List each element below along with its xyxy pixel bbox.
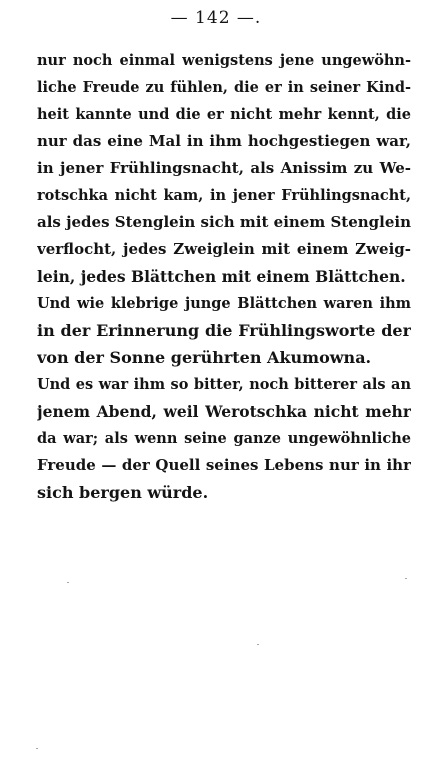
body-text xyxy=(37,47,411,506)
text-line: liche Freude zu fühlen, die er in seiner Kind- xyxy=(37,79,411,96)
page-number-header: — 142 —. xyxy=(170,8,262,28)
paper-speck xyxy=(257,644,259,645)
paragraph xyxy=(37,371,411,506)
text-line: Und es war ihm so bitter, noch bitterer als an xyxy=(37,376,411,393)
text-line: nur noch einmal wenigstens jene ungewöhn- xyxy=(37,52,411,69)
paper-speck xyxy=(67,582,69,583)
text-line: Und wie klebrige junge Blättchen waren ihm xyxy=(37,295,411,312)
paper-speck xyxy=(36,748,38,749)
text-line: von der Sonne gerührten Akumowna. xyxy=(37,348,372,367)
text-line: heit kannte und die er nicht mehr kennt, die xyxy=(37,106,411,123)
text-line: Freude — der Quell seines Lebens nur in ihr xyxy=(37,456,411,474)
text-line: rotschka nicht kam, in jener Frühlingsnacht, xyxy=(37,187,411,204)
text-line: da war; als wenn seine ganze ungewöhnliche xyxy=(37,430,411,447)
text-line: in der Erinnerung die Frühlingsworte der xyxy=(37,321,411,340)
text-line: jenem Abend, weil Werotschka nicht mehr xyxy=(37,402,411,421)
text-line: in jener Frühlingsnacht, als Anissim zu We- xyxy=(37,159,411,177)
paragraph xyxy=(37,290,411,371)
text-line: verflocht, jedes Zweiglein mit einem Zweig- xyxy=(37,240,411,258)
paper-speck xyxy=(405,578,407,579)
text-line: sich bergen würde. xyxy=(37,483,209,502)
text-line: lein, jedes Blättchen mit einem Blättchen. xyxy=(37,267,406,286)
text-line: als jedes Stenglein sich mit einem Stenglein xyxy=(37,213,411,231)
text-line: nur das eine Mal in ihm hochgestiegen war, xyxy=(37,132,411,150)
paragraph xyxy=(37,47,411,290)
